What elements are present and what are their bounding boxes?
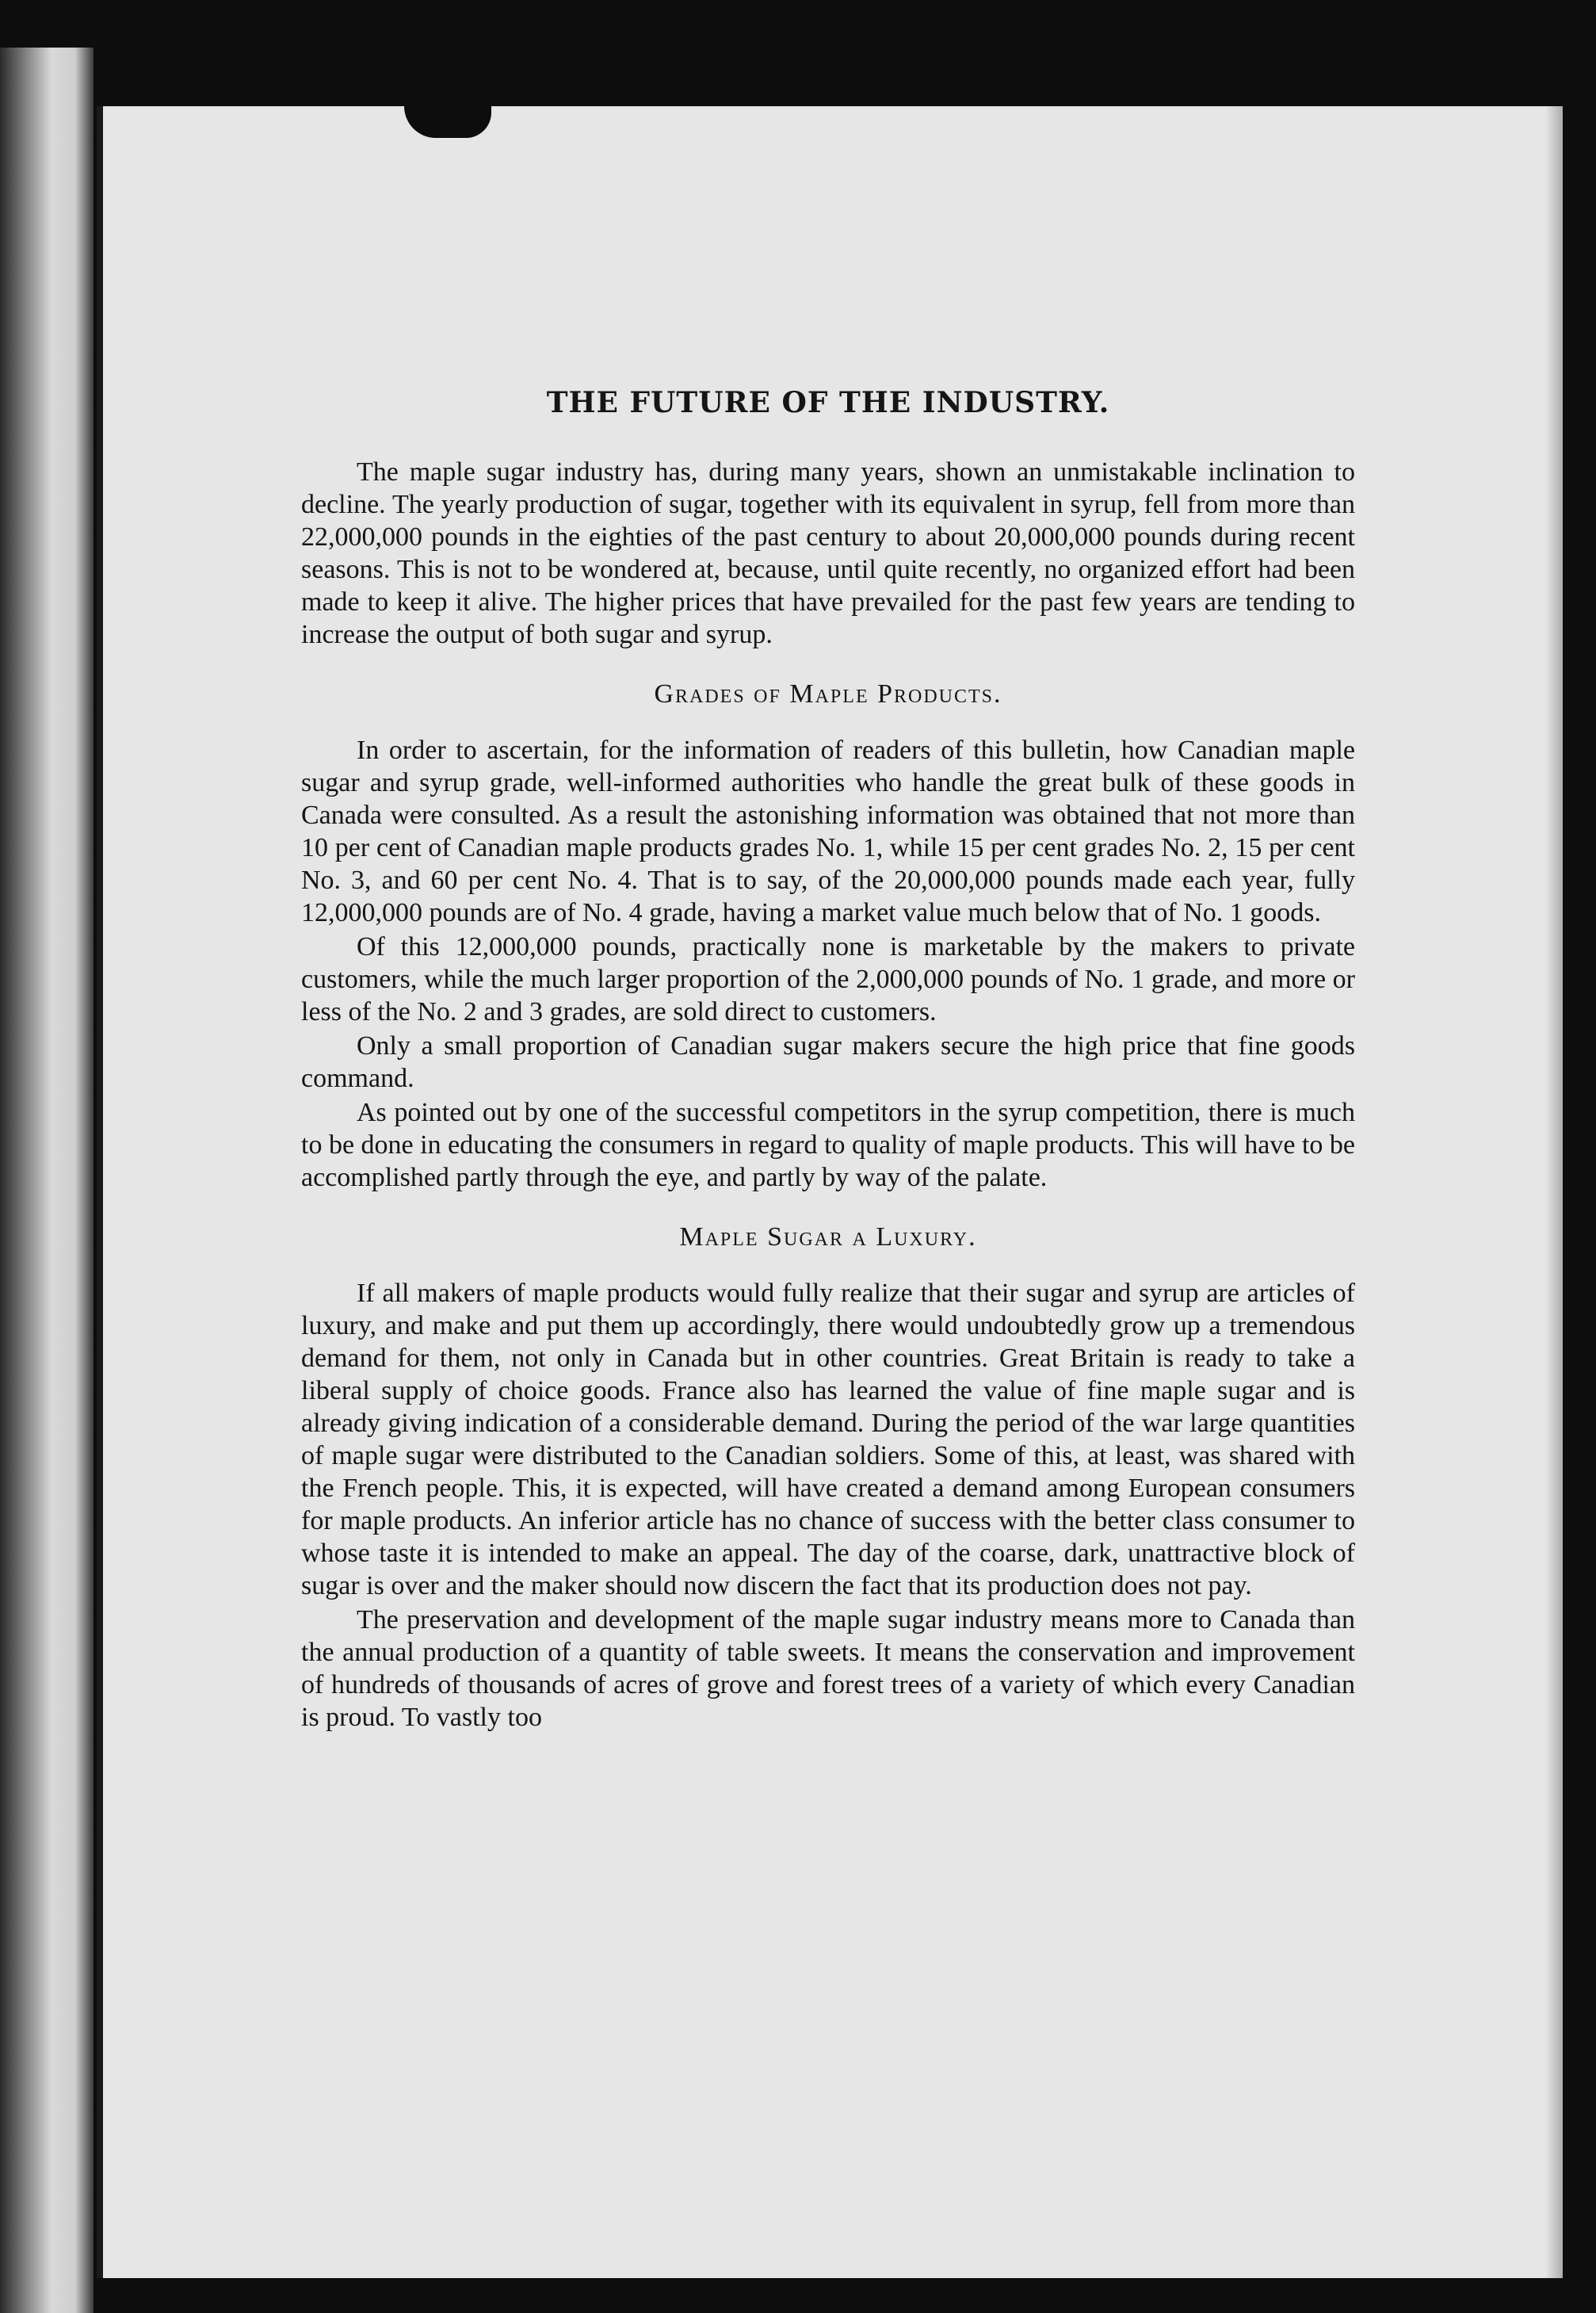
paragraph: As pointed out by one of the successful competitors in the syrup competition, there is much to be done in educating the consumers in regard to quality of maple products. This will have to be accomplished partly through the eye, and partly by way of the palate. (301, 1098, 1355, 1192)
intro-paragraph: The maple sugar industry has, during many years, shown an unmistakable inclination to decline. The yearly production of sugar, together with its equivalent in syrup, fell from more than 22,000,000 pounds in the eighties of the past century to about 20,000,000 pounds during recent seasons. This is not to be wondered at, because, until quite recently, no organized effort had been made to keep it alive. The higher prices that have prevailed for the past few years are tending to increase the output of both sugar and syrup. (301, 457, 1355, 649)
paragraph: The preservation and development of the maple sugar industry means more to Canada than the annual production of a quantity of table sweets. It means the conservation and improvement of hundreds of thousands of acres of grove and forest trees of a variety of which every Canadian is proud. To vastly too (301, 1605, 1355, 1732)
document-text-column (301, 387, 1355, 1735)
page-title: THE FUTURE OF THE INDUSTRY. (546, 386, 1110, 419)
previous-page-edge (0, 48, 94, 2313)
paragraph: Only a small proportion of Canadian sugar makers secure the high price that fine goods command. (301, 1031, 1355, 1093)
paragraph: Of this 12,000,000 pounds, practically none is marketable by the makers to private customers, while the much larger proportion of the 2,000,000 pounds of No. 1 grade, and more or less of the No. 2 and 3 grades, are sold direct to customers. (301, 932, 1355, 1027)
paragraph: In order to ascertain, for the information of readers of this bulletin, how Canadian maple sugar and syrup grade, well-informed authorities who handle the great bulk of these goods in Canada were consulted. As a result the astonishing information was obtained that not more than 10 per cent of Canadian maple products grades No. 1, while 15 per cent grades No. 2, 15 per cent No. 3, and 60 per cent No. 4. That is to say, of the 20,000,000 pounds made each year, fully 12,000,000 pounds are of No. 4 grade, having a market value much below that of No. 1 goods. (301, 736, 1355, 927)
paragraph: If all makers of maple products would fully realize that their sugar and syrup are articles of luxury, and make and put them up accordingly, there would undoubtedly grow up a tremendous demand for them, not only in Canada but in other countries. Great Britain is ready to take a liberal supply of choice goods. France also has learned the value of fine maple sugar and is already giving indication of a considerable demand. During the period of the war large quantities of maple sugar were distributed to the Canadian soldiers. Some of this, at least, was shared with the French people. This, it is expected, will have created a demand among European consumers for maple products. An inferior article has no chance of success with the better class consumer to whose taste it is intended to make an appeal. The day of the coarse, dark, unattractive block of sugar is over and the maker should now discern the fact that its production does not pay. (301, 1279, 1355, 1600)
section-heading-luxury: Maple Sugar a Luxury. (679, 1222, 977, 1252)
section-heading-grades: Grades of Maple Products. (654, 679, 1002, 709)
